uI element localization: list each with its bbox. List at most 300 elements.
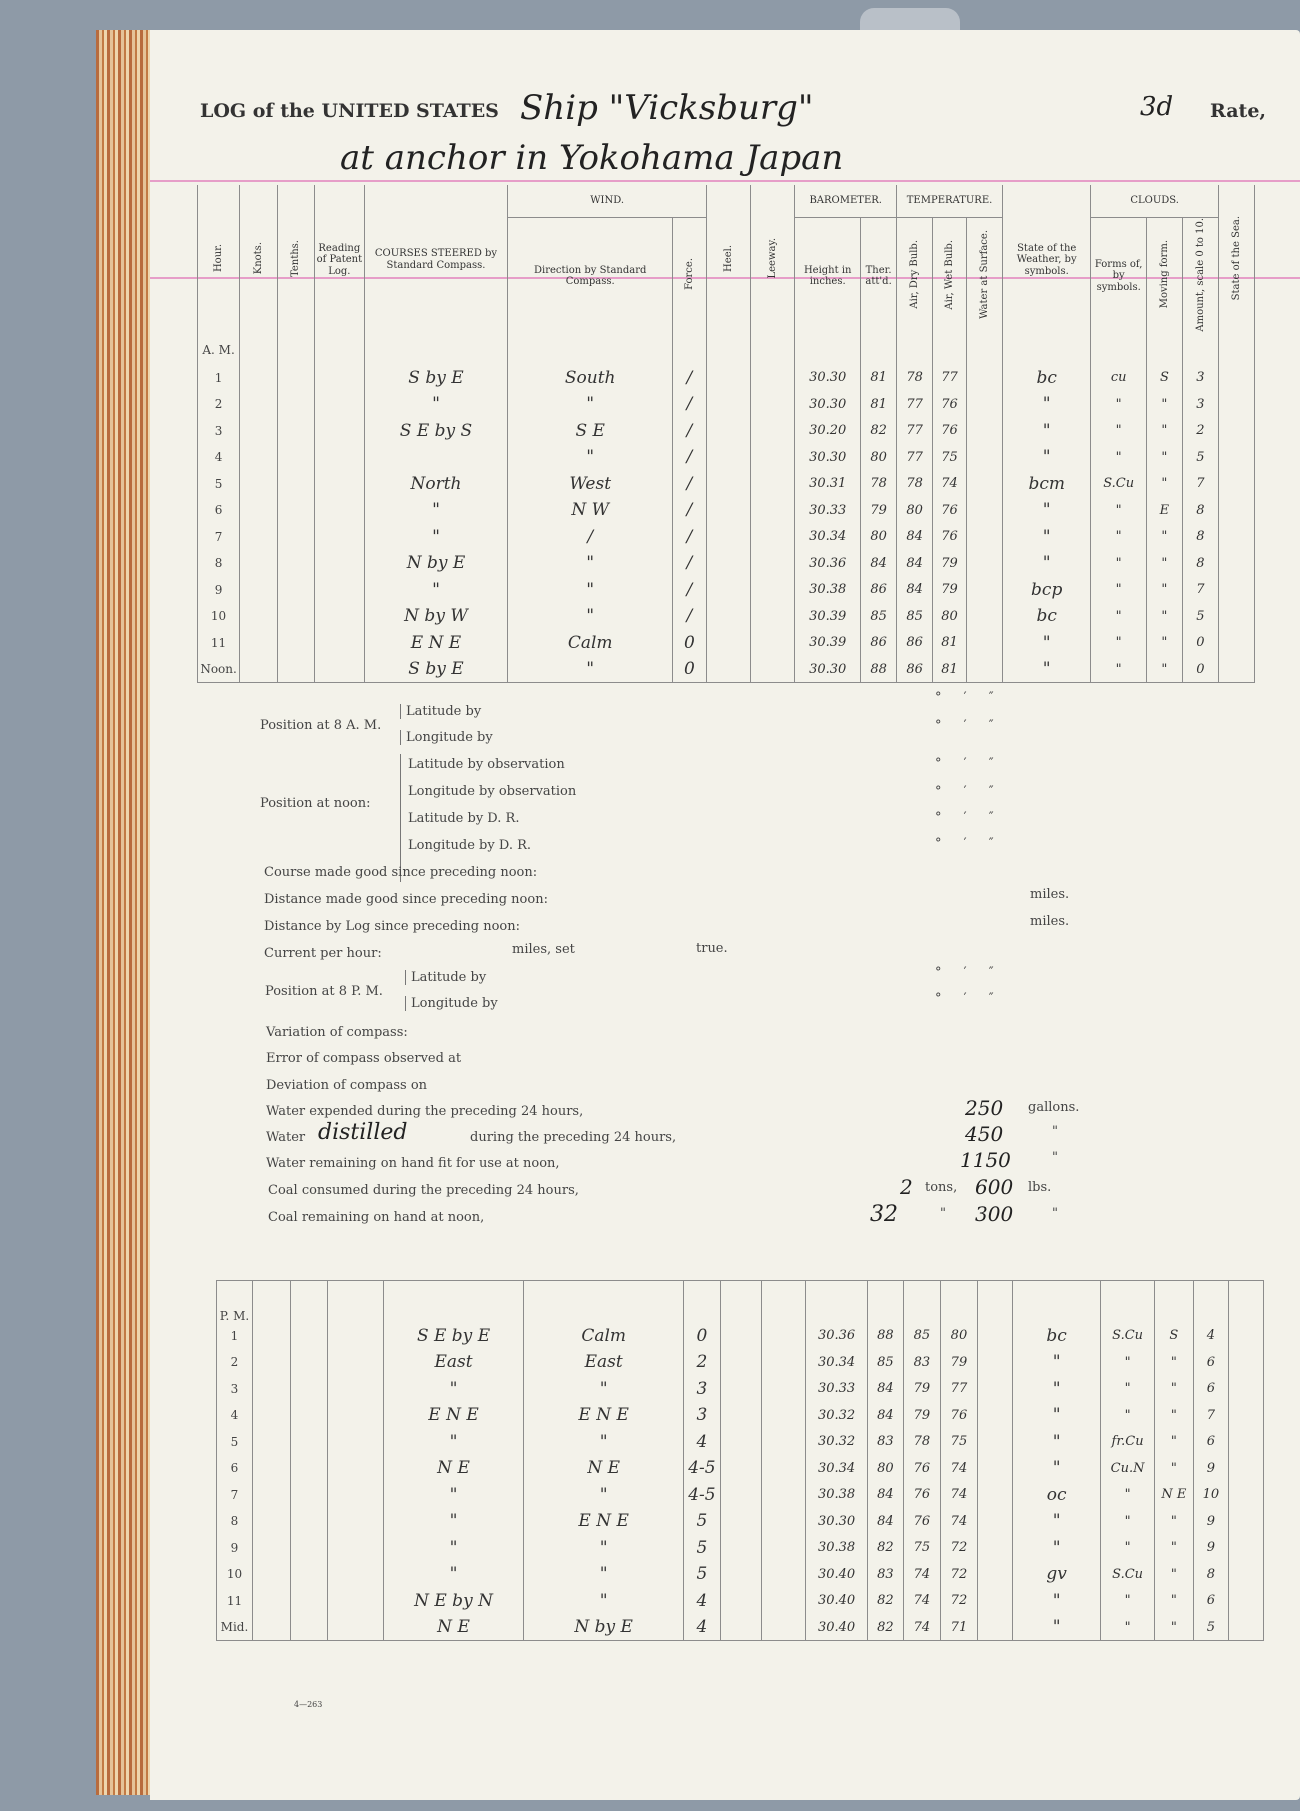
am-cell-height: 30.33	[795, 497, 861, 524]
col-tenths: Tenths.	[290, 239, 302, 277]
am-row	[198, 524, 1255, 551]
pm-cell-moving: "	[1154, 1402, 1193, 1429]
am-cell-empty	[315, 471, 364, 498]
pm-cell-empty	[762, 1508, 806, 1535]
am-cell-empty	[967, 471, 1003, 498]
am-cell-course: N by E	[364, 550, 508, 577]
pm-cell-empty	[328, 1349, 384, 1376]
pm-row	[217, 1376, 1264, 1403]
pm-cell-empty	[977, 1482, 1012, 1509]
am-cell-height: 30.38	[795, 577, 861, 604]
col-knots: Knots.	[252, 241, 264, 275]
am-cell-empty	[1218, 444, 1254, 471]
pm-cell-empty	[762, 1455, 806, 1482]
col-weather: State of the Weather, by symbols.	[1003, 185, 1091, 335]
col-wind-direction: Direction by Standard Compass.	[508, 217, 673, 335]
pm-cell-empty	[252, 1561, 290, 1588]
am-cell-empty	[278, 603, 315, 630]
am-cell-empty	[1218, 550, 1254, 577]
pm-cell-empty	[720, 1376, 761, 1403]
pm-cell-empty	[720, 1588, 761, 1615]
col-force: Force.	[683, 258, 695, 291]
pm-cell-force: 4-5	[683, 1455, 720, 1482]
pm-cell-empty	[762, 1535, 806, 1562]
pm-cell-wind: "	[524, 1482, 683, 1509]
pm-cell-weather: oc	[1012, 1482, 1100, 1509]
am-log-table	[197, 185, 1255, 683]
pm-cell-empty	[291, 1588, 328, 1615]
am-cell-dry: 80	[897, 497, 933, 524]
am-cell-empty	[751, 656, 795, 683]
pm-cell-empty	[291, 1349, 328, 1376]
coal-remaining-lbs: 300	[975, 1202, 1014, 1226]
am-cell-force: /	[672, 418, 706, 445]
am-cell-amount: 3	[1182, 365, 1218, 392]
pm-cell-empty	[720, 1402, 761, 1429]
am-cell-empty	[278, 577, 315, 604]
pm-cell-weather: "	[1012, 1508, 1100, 1535]
pm-cell-wind: "	[524, 1376, 683, 1403]
am-cell-empty	[278, 656, 315, 683]
pm-cell-weather: "	[1012, 1349, 1100, 1376]
pm-cell-empty	[291, 1508, 328, 1535]
pm-cell-ther: 88	[867, 1323, 903, 1350]
pm-cell-wet: 74	[940, 1482, 977, 1509]
pm-cell-hour: 7	[217, 1482, 253, 1509]
am-cell-empty	[315, 444, 364, 471]
pm-cell-empty	[252, 1402, 290, 1429]
am-cell-ther: 79	[861, 497, 897, 524]
pm-cell-height: 30.40	[806, 1614, 868, 1641]
am-cell-moving: "	[1146, 630, 1182, 657]
ditto-3: "	[940, 1206, 946, 1221]
am-cell-empty	[706, 497, 750, 524]
pm-cell-weather: "	[1012, 1588, 1100, 1615]
coal-remaining-label: Coal remaining on hand at noon,	[268, 1210, 485, 1225]
pm-cell-empty	[977, 1455, 1012, 1482]
pm-cell-empty	[720, 1349, 761, 1376]
pm-cell-wet: 74	[940, 1508, 977, 1535]
pm-cell-empty	[252, 1376, 290, 1403]
pm-cell-forms: "	[1101, 1535, 1154, 1562]
pm-cell-forms: S.Cu	[1101, 1323, 1154, 1350]
pos-8pm-lat: Latitude by	[405, 970, 486, 985]
am-cell-empty	[706, 418, 750, 445]
pm-cell-course: S E by E	[383, 1323, 524, 1350]
am-cell-course: "	[364, 497, 508, 524]
am-cell-weather: bcp	[1003, 577, 1091, 604]
am-cell-wet: 80	[933, 603, 967, 630]
course-made-good: Course made good since preceding noon:	[264, 865, 538, 880]
am-cell-empty	[1218, 418, 1254, 445]
am-cell-height: 30.34	[795, 524, 861, 551]
pm-cell-dry: 83	[903, 1349, 940, 1376]
am-cell-empty	[706, 444, 750, 471]
ditto-1: "	[1052, 1124, 1058, 1139]
am-cell-empty	[278, 630, 315, 657]
pm-row	[217, 1455, 1264, 1482]
col-dry-bulb: Air, Dry Bulb.	[908, 239, 920, 309]
distance-by-log: Distance by Log since preceding noon:	[264, 919, 521, 934]
pm-cell-forms: "	[1101, 1508, 1154, 1535]
am-cell-empty	[278, 444, 315, 471]
am-cell-course: E N E	[364, 630, 508, 657]
pm-cell-wet: 80	[940, 1323, 977, 1350]
pm-cell-empty	[328, 1323, 384, 1350]
pm-cell-forms: S.Cu	[1101, 1561, 1154, 1588]
pm-cell-forms: Cu.N	[1101, 1455, 1154, 1482]
pm-cell-hour: 5	[217, 1429, 253, 1456]
am-cell-wet: 74	[933, 471, 967, 498]
pm-cell-dry: 74	[903, 1561, 940, 1588]
am-cell-empty	[706, 524, 750, 551]
pm-cell-empty	[252, 1429, 290, 1456]
coal-lbs-value: 600	[975, 1175, 1014, 1199]
am-cell-wind: West	[508, 471, 673, 498]
pm-cell-wind: East	[524, 1349, 683, 1376]
am-cell-empty	[967, 418, 1003, 445]
am-cell-forms: "	[1091, 524, 1147, 551]
pm-cell-empty	[1228, 1349, 1263, 1376]
am-cell-empty	[315, 418, 364, 445]
am-cell-empty	[751, 391, 795, 418]
pm-cell-force: 4	[683, 1614, 720, 1641]
am-cell-weather: "	[1003, 524, 1091, 551]
am-cell-empty	[751, 603, 795, 630]
pm-cell-wet: 71	[940, 1614, 977, 1641]
am-cell-course: "	[364, 524, 508, 551]
am-cell-wind: "	[508, 577, 673, 604]
col-wind: WIND.	[508, 185, 706, 217]
pos-8am-lon: Longitude by	[400, 730, 493, 745]
deviation-of-compass: Deviation of compass on	[266, 1078, 428, 1093]
am-cell-empty	[1218, 524, 1254, 551]
deg-marks-2: ° ′ ″	[935, 718, 994, 733]
am-cell-empty	[751, 365, 795, 392]
deg-marks-3: ° ′ ″	[935, 756, 994, 771]
am-cell-empty	[278, 497, 315, 524]
am-cell-course: N by W	[364, 603, 508, 630]
am-cell-course: "	[364, 577, 508, 604]
pos-8pm-label: Position at 8 P. M.	[265, 984, 383, 999]
pm-cell-empty	[1228, 1535, 1263, 1562]
am-cell-wet: 81	[933, 630, 967, 657]
pm-cell-amount: 9	[1193, 1455, 1228, 1482]
am-cell-wind: N W	[508, 497, 673, 524]
am-row	[198, 444, 1255, 471]
pm-cell-empty	[977, 1588, 1012, 1615]
am-cell-dry: 86	[897, 630, 933, 657]
pos-8pm-lon: Longitude by	[405, 996, 498, 1011]
pm-cell-empty	[328, 1614, 384, 1641]
pm-cell-empty	[328, 1455, 384, 1482]
am-cell-empty	[706, 630, 750, 657]
am-row	[198, 497, 1255, 524]
am-cell-height: 30.30	[795, 365, 861, 392]
deg-marks-8: ° ′ ″	[935, 991, 994, 1006]
pm-cell-amount: 9	[1193, 1535, 1228, 1562]
am-cell-amount: 8	[1182, 524, 1218, 551]
pm-cell-force: 4-5	[683, 1482, 720, 1509]
am-cell-empty	[706, 471, 750, 498]
pm-cell-forms: "	[1101, 1376, 1154, 1403]
am-cell-forms: "	[1091, 391, 1147, 418]
pm-cell-height: 30.40	[806, 1588, 868, 1615]
am-cell-wet: 76	[933, 524, 967, 551]
pm-cell-wet: 76	[940, 1402, 977, 1429]
am-cell-moving: "	[1146, 550, 1182, 577]
pm-cell-empty	[977, 1561, 1012, 1588]
miles-2: miles.	[1030, 914, 1070, 929]
am-cell-moving: "	[1146, 524, 1182, 551]
am-cell-moving: "	[1146, 603, 1182, 630]
pm-cell-empty	[720, 1482, 761, 1509]
pm-cell-amount: 10	[1193, 1482, 1228, 1509]
top-rule	[150, 180, 1300, 182]
pm-cell-course: "	[383, 1561, 524, 1588]
pm-cell-wind: N E	[524, 1455, 683, 1482]
pm-cell-ther: 82	[867, 1588, 903, 1615]
am-cell-wind: South	[508, 365, 673, 392]
am-cell-empty	[315, 365, 364, 392]
pm-cell-dry: 75	[903, 1535, 940, 1562]
pm-cell-empty	[720, 1323, 761, 1350]
am-cell-hour: 8	[198, 550, 240, 577]
am-cell-course: North	[364, 471, 508, 498]
pm-cell-empty	[762, 1588, 806, 1615]
pm-cell-moving: "	[1154, 1588, 1193, 1615]
am-label: A. M.	[198, 335, 240, 365]
am-cell-forms: "	[1091, 603, 1147, 630]
am-cell-hour: 10	[198, 603, 240, 630]
col-courses: COURSES STEERED by Standard Compass.	[364, 185, 508, 335]
pm-cell-empty	[252, 1614, 290, 1641]
am-cell-empty	[240, 418, 278, 445]
am-cell-wind: "	[508, 391, 673, 418]
pm-cell-empty	[762, 1429, 806, 1456]
am-row	[198, 550, 1255, 577]
pm-cell-ther: 83	[867, 1429, 903, 1456]
book-page-edges	[96, 30, 156, 1795]
pm-cell-empty	[291, 1482, 328, 1509]
pm-cell-moving: "	[1154, 1561, 1193, 1588]
pm-cell-dry: 76	[903, 1455, 940, 1482]
pm-cell-course: E N E	[383, 1402, 524, 1429]
pm-cell-hour: 3	[217, 1376, 253, 1403]
am-row	[198, 577, 1255, 604]
am-cell-force: /	[672, 365, 706, 392]
am-cell-empty	[240, 603, 278, 630]
pm-cell-force: 4	[683, 1429, 720, 1456]
pm-cell-weather: "	[1012, 1535, 1100, 1562]
am-cell-ther: 78	[861, 471, 897, 498]
pm-cell-forms: "	[1101, 1614, 1154, 1641]
pm-cell-dry: 79	[903, 1376, 940, 1403]
log-title-printed: LOG of the UNITED STATES	[200, 100, 499, 122]
pm-cell-empty	[1228, 1323, 1263, 1350]
pm-cell-course: "	[383, 1482, 524, 1509]
am-cell-empty	[751, 471, 795, 498]
am-cell-wet: 81	[933, 656, 967, 683]
am-cell-force: /	[672, 391, 706, 418]
pm-cell-empty	[720, 1455, 761, 1482]
pm-cell-course: "	[383, 1508, 524, 1535]
am-cell-forms: "	[1091, 497, 1147, 524]
am-cell-amount: 0	[1182, 656, 1218, 683]
pm-cell-forms: "	[1101, 1402, 1154, 1429]
am-cell-wind: "	[508, 444, 673, 471]
pm-cell-ther: 84	[867, 1376, 903, 1403]
am-cell-empty	[278, 471, 315, 498]
am-cell-amount: 8	[1182, 550, 1218, 577]
pos-noon-bracket	[400, 754, 401, 882]
pm-cell-empty	[1228, 1376, 1263, 1403]
pm-cell-amount: 6	[1193, 1349, 1228, 1376]
pm-cell-wet: 79	[940, 1349, 977, 1376]
pm-cell-empty	[291, 1535, 328, 1562]
deg-marks-1: ° ′ ″	[935, 690, 994, 705]
pm-cell-wind: "	[524, 1588, 683, 1615]
pm-cell-height: 30.34	[806, 1349, 868, 1376]
pm-cell-amount: 5	[1193, 1614, 1228, 1641]
pm-cell-empty	[1228, 1614, 1263, 1641]
pm-cell-forms: fr.Cu	[1101, 1429, 1154, 1456]
am-cell-empty	[706, 577, 750, 604]
pm-cell-course: East	[383, 1349, 524, 1376]
am-cell-forms: "	[1091, 577, 1147, 604]
am-cell-empty	[278, 365, 315, 392]
pm-cell-force: 5	[683, 1561, 720, 1588]
am-cell-force: /	[672, 471, 706, 498]
pm-cell-empty	[762, 1349, 806, 1376]
pm-cell-hour: Mid.	[217, 1614, 253, 1641]
pm-cell-weather: "	[1012, 1376, 1100, 1403]
am-cell-dry: 78	[897, 365, 933, 392]
pm-cell-height: 30.38	[806, 1535, 868, 1562]
am-cell-dry: 85	[897, 603, 933, 630]
pm-cell-empty	[328, 1429, 384, 1456]
am-cell-ther: 81	[861, 391, 897, 418]
pm-cell-wet: 75	[940, 1429, 977, 1456]
am-cell-ther: 84	[861, 550, 897, 577]
am-cell-empty	[751, 550, 795, 577]
am-cell-empty	[315, 391, 364, 418]
pm-cell-empty	[252, 1588, 290, 1615]
rate-handwritten: 3d	[1140, 92, 1174, 122]
am-cell-weather: bcm	[1003, 471, 1091, 498]
am-cell-amount: 7	[1182, 471, 1218, 498]
pm-cell-wind: "	[524, 1561, 683, 1588]
pm-cell-empty	[291, 1614, 328, 1641]
deg-marks-6: ° ′ ″	[935, 836, 994, 851]
am-cell-force: 0	[672, 630, 706, 657]
pm-cell-amount: 6	[1193, 1376, 1228, 1403]
am-cell-weather: "	[1003, 550, 1091, 577]
pm-row	[217, 1614, 1264, 1641]
pm-cell-empty	[252, 1508, 290, 1535]
am-cell-height: 30.31	[795, 471, 861, 498]
pos-noon-lat-dr: Latitude by D. R.	[408, 811, 520, 826]
pm-cell-empty	[328, 1376, 384, 1403]
water-distilled-handwritten: distilled	[318, 1120, 408, 1145]
pm-cell-empty	[1228, 1429, 1263, 1456]
am-cell-hour: 4	[198, 444, 240, 471]
am-cell-wet: 76	[933, 391, 967, 418]
pm-row	[217, 1482, 1264, 1509]
pm-cell-height: 30.40	[806, 1561, 868, 1588]
am-cell-empty	[1218, 577, 1254, 604]
am-cell-amount: 2	[1182, 418, 1218, 445]
pm-cell-moving: "	[1154, 1349, 1193, 1376]
am-cell-amount: 0	[1182, 630, 1218, 657]
am-row	[198, 656, 1255, 683]
pos-8am-label: Position at 8 A. M.	[260, 718, 382, 733]
location-handwritten: at anchor in Yokohama Japan	[340, 138, 844, 178]
pm-cell-empty	[720, 1508, 761, 1535]
am-cell-empty	[240, 577, 278, 604]
am-cell-force: /	[672, 577, 706, 604]
pm-cell-force: 0	[683, 1323, 720, 1350]
am-cell-forms: "	[1091, 630, 1147, 657]
pm-cell-course: N E	[383, 1614, 524, 1641]
pm-cell-empty	[1228, 1402, 1263, 1429]
am-cell-empty	[751, 418, 795, 445]
pm-cell-dry: 79	[903, 1402, 940, 1429]
pm-cell-dry: 76	[903, 1482, 940, 1509]
pm-cell-force: 3	[683, 1376, 720, 1403]
am-cell-force: /	[672, 524, 706, 551]
pm-cell-amount: 6	[1193, 1429, 1228, 1456]
am-cell-moving: "	[1146, 391, 1182, 418]
am-cell-force: /	[672, 603, 706, 630]
pm-cell-empty	[977, 1429, 1012, 1456]
pm-cell-empty	[291, 1561, 328, 1588]
pm-log-table	[216, 1280, 1264, 1641]
pm-cell-empty	[720, 1429, 761, 1456]
pm-cell-amount: 7	[1193, 1402, 1228, 1429]
pm-cell-course: N E	[383, 1455, 524, 1482]
am-cell-empty	[315, 630, 364, 657]
pm-cell-empty	[762, 1323, 806, 1350]
coal-tons-value: 2	[900, 1175, 913, 1199]
am-cell-height: 30.30	[795, 656, 861, 683]
deg-marks-5: ° ′ ″	[935, 810, 994, 825]
am-cell-ther: 86	[861, 577, 897, 604]
water-distilled-value: 450	[965, 1122, 1004, 1146]
pm-cell-ther: 80	[867, 1455, 903, 1482]
pm-cell-empty	[328, 1482, 384, 1509]
am-cell-empty	[315, 550, 364, 577]
pos-noon-label: Position at noon:	[260, 796, 371, 811]
pm-cell-empty	[328, 1508, 384, 1535]
pm-cell-empty	[328, 1402, 384, 1429]
distance-made-good: Distance made good since preceding noon:	[264, 892, 548, 907]
pm-cell-forms: "	[1101, 1482, 1154, 1509]
pm-cell-moving: "	[1154, 1429, 1193, 1456]
pm-cell-dry: 78	[903, 1429, 940, 1456]
am-cell-empty	[967, 524, 1003, 551]
pm-cell-empty	[328, 1561, 384, 1588]
pm-cell-amount: 9	[1193, 1508, 1228, 1535]
pm-cell-moving: "	[1154, 1508, 1193, 1535]
pm-cell-ther: 84	[867, 1508, 903, 1535]
am-cell-empty	[278, 550, 315, 577]
pm-cell-empty	[291, 1402, 328, 1429]
pm-cell-empty	[977, 1323, 1012, 1350]
water-remaining-label: Water remaining on hand fit for use at noon,	[266, 1156, 560, 1171]
pm-cell-force: 3	[683, 1402, 720, 1429]
col-wet-bulb: Air, Wet Bulb.	[943, 239, 955, 310]
